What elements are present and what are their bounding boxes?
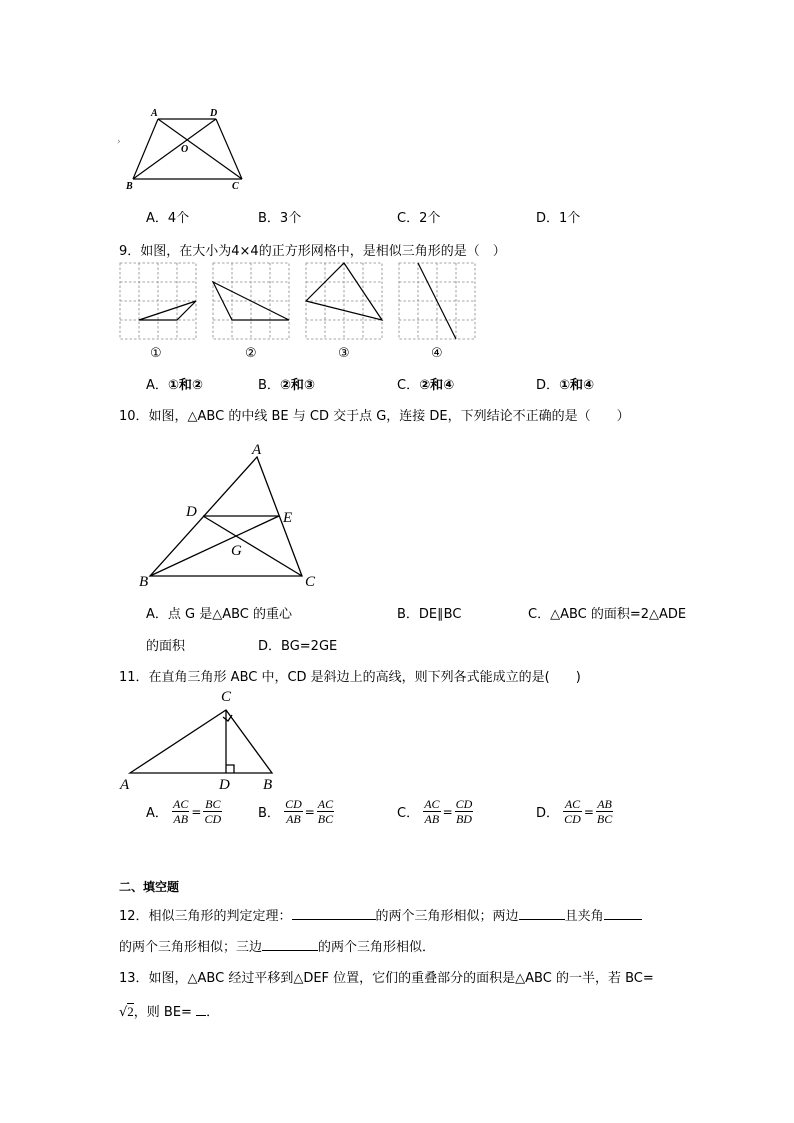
q9-option-d: D．①和④ <box>536 378 595 393</box>
q9-caption-3: ③ <box>338 346 350 361</box>
q8-label-D: D <box>210 108 218 119</box>
q11-option-d: D． $\frac{AC}{CD}$ = $\frac{AB}{BC}$ <box>536 797 613 826</box>
q13-line2: √2，则 BE= ． <box>119 1004 220 1020</box>
q11-label-A: A <box>120 777 130 793</box>
q11-option-b: B． $\frac{CD}{AB}$ = $\frac{AC}{BC}$ <box>258 797 334 826</box>
q12-line1: 12．相似三角形的判定定理： 的两个三角形相似；两边 且夹角 <box>119 905 642 924</box>
q9-option-c: C．②和④ <box>397 378 455 393</box>
q11-stem: 11．在直角三角形 ABC 中，CD 是斜边上的高线，则下列各式能成立的是( ) <box>119 670 581 685</box>
q10-option-d: D．BG=2GE <box>258 639 338 654</box>
q8-label-B: B <box>126 181 133 192</box>
q12-blank-4[interactable] <box>262 938 318 951</box>
q8-trapezoid-figure <box>115 100 255 195</box>
q8-label-C: C <box>232 181 239 192</box>
q10-label-E: E <box>283 510 293 526</box>
q10-stem: 10．如图，△ABC 的中线 BE 与 CD 交于点 G，连接 DE，下列结论不正确的是（ ） <box>119 409 630 424</box>
q10-label-C: C <box>305 574 316 590</box>
q9-grid-2 <box>213 263 289 339</box>
q9-grid-figures <box>115 258 485 348</box>
q11-label-D: D <box>219 777 230 793</box>
q9-grid-3 <box>306 263 382 339</box>
q10-option-c: C．△ABC 的面积=2△ADE <box>528 607 687 622</box>
q11-option-a: A． $\frac{AC}{AB}$ = $\frac{BC}{CD}$ <box>146 797 222 826</box>
q11-right-triangle-figure <box>115 684 290 796</box>
q10-label-D: D <box>186 504 197 520</box>
q13-blank[interactable] <box>196 1003 206 1016</box>
q10-option-a: A．点 G 是△ABC 的重心 <box>146 607 293 622</box>
q11-option-c: C． $\frac{AC}{AB}$ = $\frac{CD}{BD}$ <box>397 797 473 826</box>
q8-option-b: B．3个 <box>258 211 302 226</box>
q8-stray-mark: › <box>117 136 121 147</box>
q9-caption-4: ④ <box>431 346 443 361</box>
q9-caption-1: ① <box>150 346 162 361</box>
sqrt-symbol: √ <box>119 1005 128 1020</box>
q12-blank-3[interactable] <box>604 907 642 920</box>
q10-option-c-continued: 的面积 <box>146 639 186 654</box>
q8-option-d: D．1个 <box>536 211 581 226</box>
q8-label-O: O <box>181 144 189 155</box>
section-title-fill-in-blank: 二、填空题 <box>119 880 180 894</box>
q10-label-G: G <box>231 543 242 559</box>
q8-option-c: C．2个 <box>397 211 441 226</box>
q12-line2: 的两个三角形相似；三边 的两个三角形相似． <box>119 940 436 955</box>
q9-stem: 9．如图，在大小为4×4的正方形网格中，是相似三角形的是（ ） <box>119 244 506 259</box>
q11-label-C: C <box>221 689 232 705</box>
q11-label-B: B <box>263 777 273 793</box>
q13-line1: 13．如图，△ABC 经过平移到△DEF 位置，它们的重叠部分的面积是△ABC 的一半，若 BC= <box>119 971 654 986</box>
q9-option-b: B．②和③ <box>258 378 315 393</box>
q8-label-A: A <box>151 108 158 119</box>
q10-option-b: B．DE∥BC <box>397 607 462 622</box>
q12-blank-2[interactable] <box>519 907 565 920</box>
q9-option-a: A．①和② <box>146 378 203 393</box>
q9-grid-4 <box>399 263 475 339</box>
q9-caption-2: ② <box>245 346 257 361</box>
q10-label-A: A <box>252 442 262 458</box>
q8-option-a: A．4个 <box>146 211 190 226</box>
q12-blank-1[interactable] <box>292 907 376 920</box>
q10-label-B: B <box>139 574 149 590</box>
q10-triangle-figure <box>130 438 330 593</box>
q9-grid-1 <box>120 263 196 339</box>
